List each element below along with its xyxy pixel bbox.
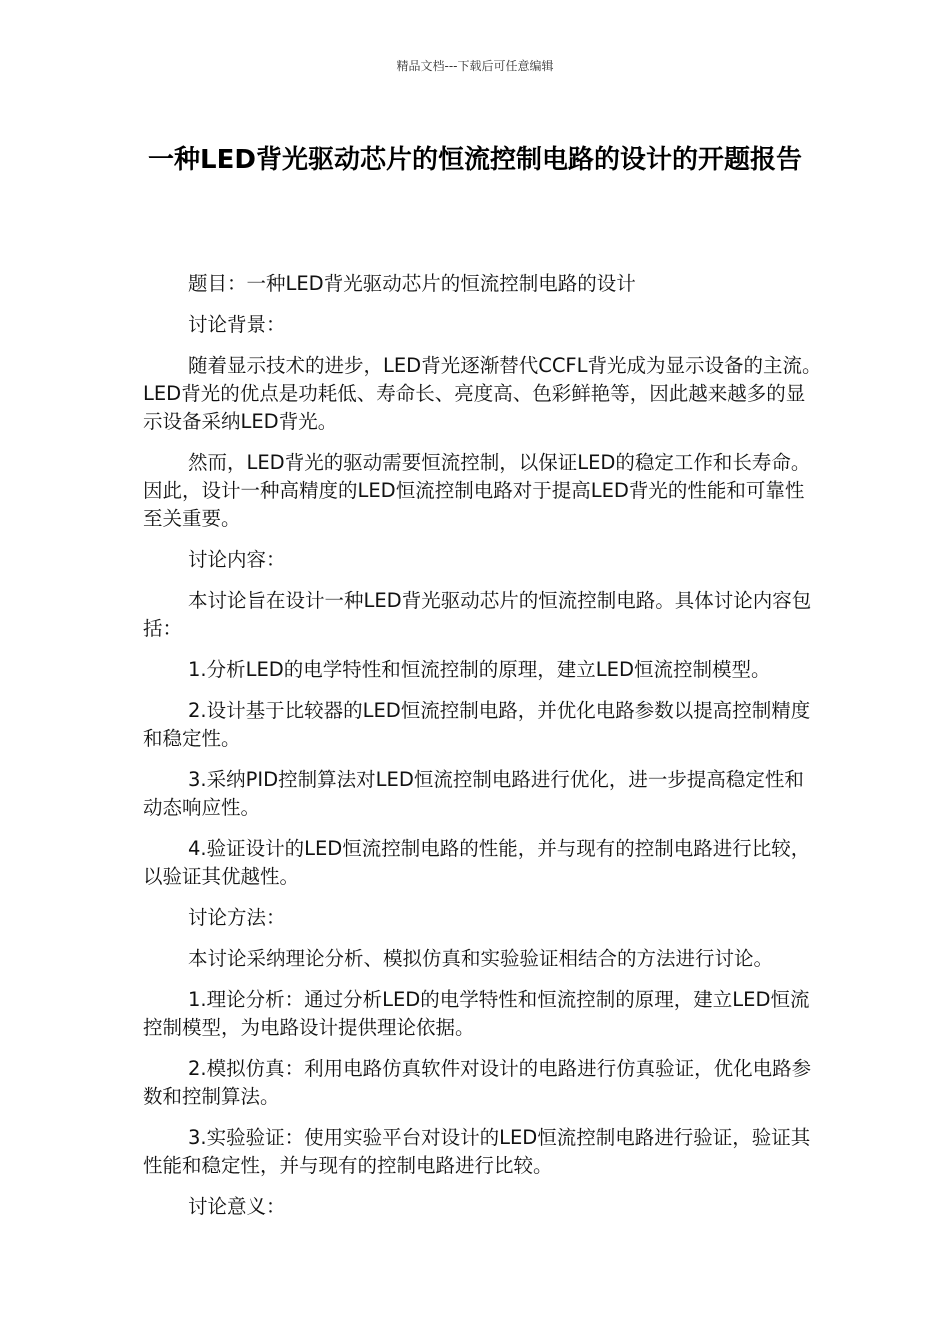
content-item-4: 4.验证设计的LED恒流控制电路的性能，并与现有的控制电路进行比较，以验证其优越性。 bbox=[143, 837, 811, 888]
paragraph-background-1: 随着显示技术的进步，LED背光逐渐替代CCFL背光成为显示设备的主流。LED背光的优点是功耗低、寿命长、亮度高、色彩鲜艳等，因此越来越多的显示设备采纳LED背光。 bbox=[143, 354, 822, 433]
content-item-1: 1.分析LED的电学特性和恒流控制的原理，建立LED恒流控制模型。 bbox=[188, 658, 771, 681]
section-heading-method: 讨论方法： bbox=[188, 906, 286, 929]
document-title: 一种LED背光驱动芯片的恒流控制电路的设计的开题报告 bbox=[148, 145, 802, 175]
section-heading-significance: 讨论意义： bbox=[188, 1195, 286, 1218]
section-heading-background: 讨论背景： bbox=[188, 313, 286, 336]
content-item-3: 3.采纳PID控制算法对LED恒流控制电路进行优化，进一步提高稳定性和动态响应性。 bbox=[143, 768, 804, 819]
method-item-1: 1.理论分析：通过分析LED的电学特性和恒流控制的原理，建立LED恒流控制模型，为电路设计提供理论依据。 bbox=[143, 988, 810, 1039]
method-item-2: 2.模拟仿真：利用电路仿真软件对设计的电路进行仿真验证，优化电路参数和控制算法。 bbox=[143, 1057, 812, 1108]
section-heading-content: 讨论内容： bbox=[188, 548, 286, 571]
method-item-3: 3.实验验证：使用实验平台对设计的LED恒流控制电路进行验证，验证其性能和稳定性，并与现有的控制电路进行比较。 bbox=[143, 1126, 811, 1177]
paragraph-topic: 题目：一种LED背光驱动芯片的恒流控制电路的设计 bbox=[188, 272, 636, 295]
paragraph-method-intro: 本讨论采纳理论分析、模拟仿真和实验验证相结合的方法进行讨论。 bbox=[188, 947, 774, 970]
content-item-2: 2.设计基于比较器的LED恒流控制电路，并优化电路参数以提高控制精度和稳定性。 bbox=[143, 699, 811, 750]
paragraph-background-2: 然而，LED背光的驱动需要恒流控制，以保证LED的稳定工作和长寿命。因此，设计一种高精度的LED恒流控制电路对于提高LED背光的性能和可靠性至关重要。 bbox=[143, 451, 811, 530]
page-header: 精品文档---下载后可任意编辑 bbox=[396, 59, 554, 73]
paragraph-content-intro: 本讨论旨在设计一种LED背光驱动芯片的恒流控制电路。具体讨论内容包括： bbox=[143, 589, 812, 640]
document-body bbox=[143, 270, 823, 1234]
